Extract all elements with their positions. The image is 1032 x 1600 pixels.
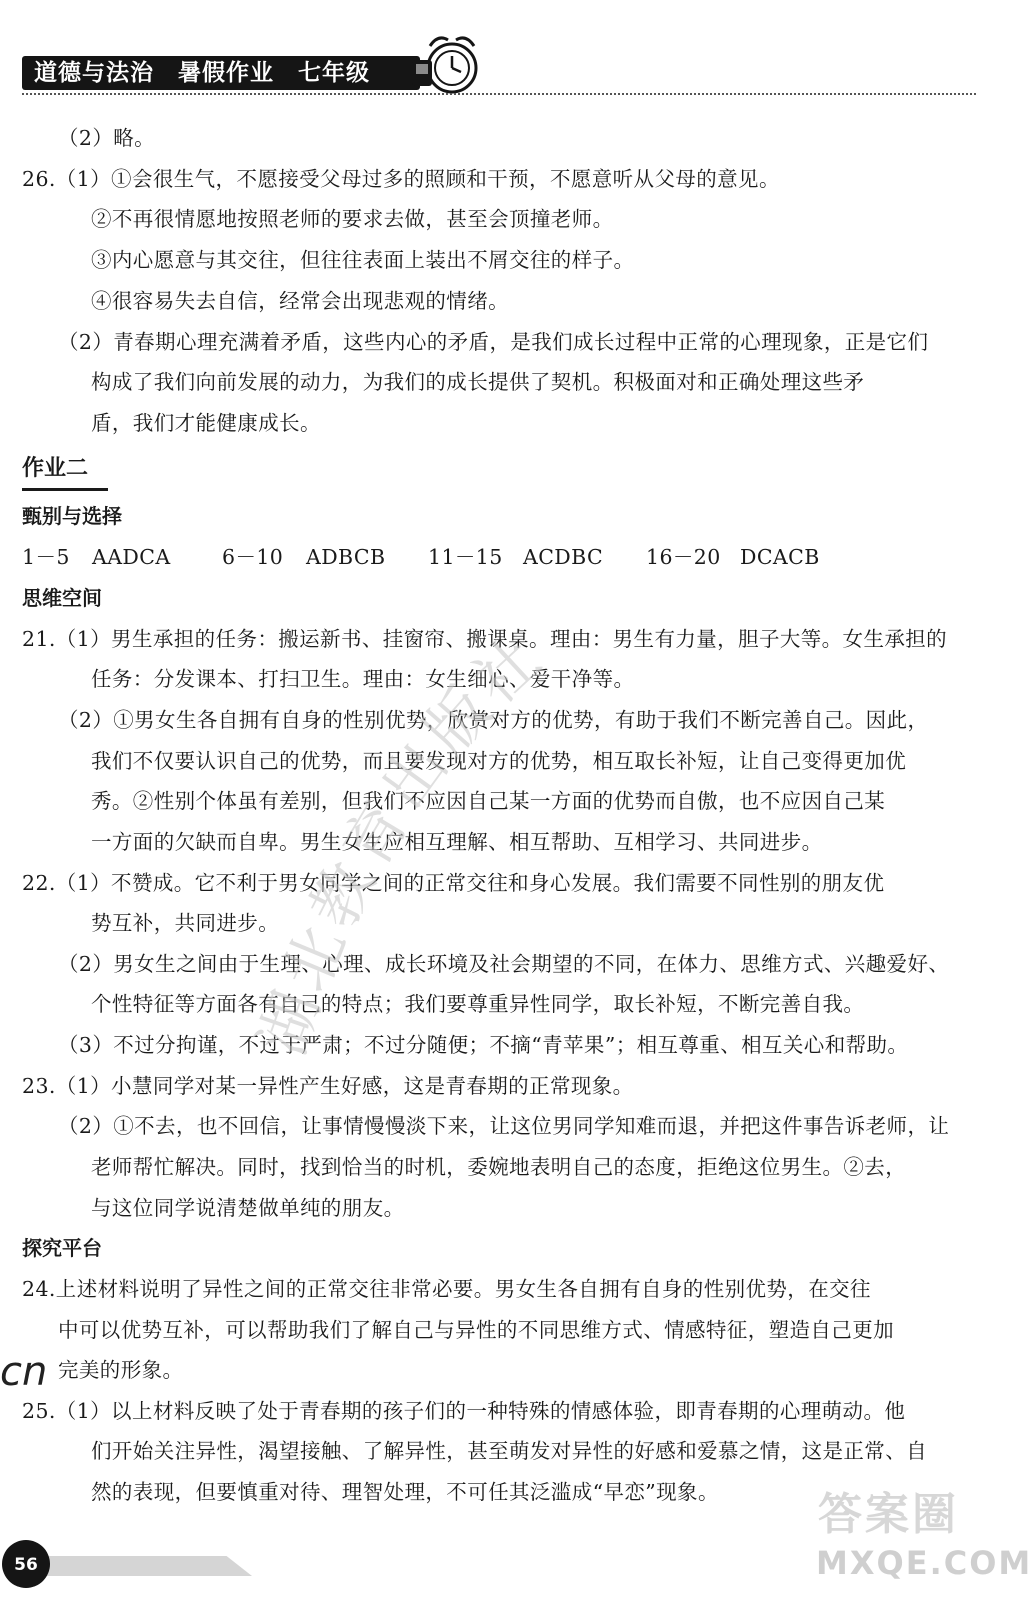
answer-line: 个性特征等方面各有自己的特点；我们要尊重异性同学，取长补短，不断完善自我。 <box>91 992 865 1016</box>
answer-line: 盾，我们才能健康成长。 <box>91 411 321 435</box>
answer-line: 22.（1）不赞成。它不利于男女同学之间的正常交往和身心发展。我们需要不同性别的朋友优 <box>22 871 885 895</box>
answer-range-2: 6－10 <box>222 545 284 569</box>
site-watermark-logo <box>812 1478 1032 1596</box>
answer-line: 与这位同学说清楚做单纯的朋友。 <box>91 1196 405 1220</box>
answer-line: （2）①男女生各自拥有自身的性别优势，欣赏对方的优势，有助于我们不断完善自己。因此， <box>58 708 929 732</box>
answer-line: （2）青春期心理充满着矛盾，这些内心的矛盾，是我们成长过程中正常的心理现象，正是它们 <box>58 330 929 354</box>
answer-line: （2）略。 <box>58 126 156 150</box>
site-watermark-title: 答案圈 <box>818 1489 959 1540</box>
answer-line: 26.（1）①会很生气，不愿接受父母过多的照顾和干预，不愿意听从父母的意见。 <box>22 167 780 191</box>
section-heading-inquiry-platform: 探究平台 <box>22 1236 102 1260</box>
watermark-text: 湖北教育出版社 <box>244 618 559 1065</box>
answer-range-4: 16－20 <box>646 545 721 569</box>
corner-cn-mark: cn <box>0 1349 48 1395</box>
answer-key-4: DCACB <box>740 545 820 569</box>
answer-line: 构成了我们向前发展的动力，为我们的成长提供了契机。积极面对和正确处理这些矛 <box>91 370 865 394</box>
answer-line: 势互补，共同进步。 <box>91 911 280 935</box>
answer-line: 23.（1）小慧同学对某一异性产生好感，这是青春期的正常现象。 <box>22 1074 634 1098</box>
answer-line: 老师帮忙解决。同时，找到恰当的时机，委婉地表明自己的态度，拒绝这位男生。②去， <box>91 1155 907 1179</box>
answer-line: 21.（1）男生承担的任务：搬运新书、挂窗帘、搬课桌。理由：男生有力量，胆子大等。女生承担的 <box>22 627 948 651</box>
answer-line: 们开始关注异性，渴望接触、了解异性，甚至萌发对异性的好感和爱慕之情，这是正常、自 <box>91 1439 927 1463</box>
answer-line: （2）男女生之间由于生理、心理、成长环境及社会期望的不同，在体力、思维方式、兴趣爱好、 <box>58 952 950 976</box>
page-number-badge: 56 <box>2 1540 50 1588</box>
answer-line: 一方面的欠缺而自卑。男生女生应相互理解、相互帮助、互相学习、共同进步。 <box>91 830 823 854</box>
header-divider <box>22 93 976 95</box>
footer-bar <box>40 1556 252 1576</box>
answer-line: （3）不过分拘谨，不过于严肃；不过分随便；不摘“青苹果”；相互尊重、相互关心和帮助。 <box>58 1033 909 1057</box>
header-title: 道德与法治 暑假作业 七年级 <box>34 60 370 86</box>
site-watermark-url: MXQE.COM <box>816 1544 1032 1582</box>
answer-line: ④很容易失去自信，经常会出现悲观的情绪。 <box>91 289 509 313</box>
answer-key-3: ACDBC <box>523 545 604 569</box>
answer-line: 然的表现，但要慎重对待、理智处理，不可任其泛滥成“早恋”现象。 <box>91 1480 719 1504</box>
section-heading-selection: 甄别与选择 <box>22 504 122 528</box>
section-underline <box>22 488 108 491</box>
answer-line: 24.上述材料说明了异性之间的正常交往非常必要。男女生各自拥有自身的性别优势，在交往 <box>22 1277 871 1301</box>
answer-line: 完美的形象。 <box>58 1358 184 1382</box>
section-heading-thinking-space: 思维空间 <box>22 586 102 610</box>
answer-line: 25.（1）以上材料反映了处于青春期的孩子们的一种特殊的情感体验，即青春期的心理萌动。他 <box>22 1399 906 1423</box>
answer-range-1: 1－5 <box>22 545 70 569</box>
answer-key-1: AADCA <box>92 545 171 569</box>
answer-line: （2）①不去，也不回信，让事情慢慢淡下来，让这位男同学知难而退，并把这件事告诉老师，让 <box>58 1114 950 1138</box>
answer-key-2: ADBCB <box>306 545 386 569</box>
section-heading-homework-two: 作业二 <box>22 456 89 481</box>
answer-line: 任务：分发课本、打扫卫生。理由：女生细心、爱干净等。 <box>91 667 635 691</box>
answer-range-3: 11－15 <box>428 545 503 569</box>
answer-line: 中可以优势互补，可以帮助我们了解自己与异性的不同思维方式、情感特征，塑造自己更加 <box>58 1318 894 1342</box>
answer-line: ②不再很情愿地按照老师的要求去做，甚至会顶撞老师。 <box>91 207 614 231</box>
answer-line: 我们不仅要认识自己的优势，而且要发现对方的优势，相互取长补短，让自己变得更加优 <box>91 749 907 773</box>
answer-line: ③内心愿意与其交往，但往往表面上装出不屑交往的样子。 <box>91 248 635 272</box>
answer-line: 秀。②性别个体虽有差别，但我们不应因自己某一方面的优势而自傲，也不应因自己某 <box>91 789 886 813</box>
alarm-clock-mascot-icon <box>410 30 486 96</box>
